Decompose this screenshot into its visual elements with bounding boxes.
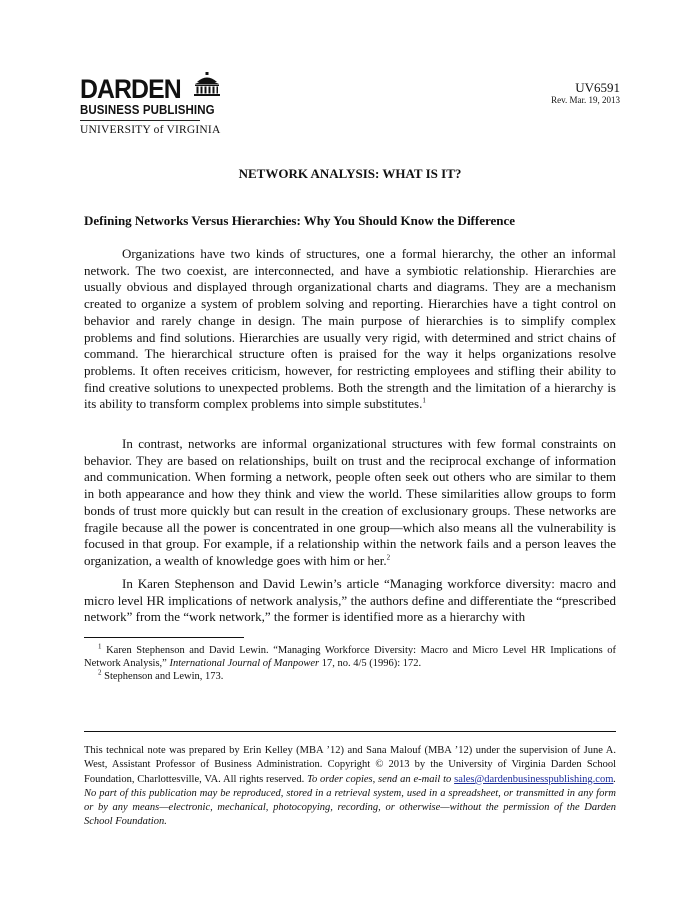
email-link[interactable]: sales@dardenbusinesspublishing.com — [454, 773, 614, 785]
darden-logo — [80, 72, 240, 136]
footer-rights-text: . No part of this publication may be reproduced, stored in a retrieval system, used in a spreadsheet, or transmitted in any form or by any means—electronic, mechanical, photocopying, recording, or otherwise—without the permission of the Darden School Foundation. — [84, 773, 617, 828]
paragraph-2 — [84, 436, 616, 570]
footnote-1 — [84, 644, 616, 670]
section-heading: Defining Networks Versus Hierarchies: Why You Should Know the Difference — [84, 213, 516, 228]
paragraph-2-text: In contrast, networks are informal organizational structures with few formal constraints on behavior. They are based on relationships, built on trust and the reciprocal exchange of information and communication. When forming a network, people often seek out others who are similar to them in both appearance and how they think and view the world. These similarities allow groups to form bonds of trust more quickly but can result in the creation of exclusionary groups. These networks are fragile because all the power is concentrated in one group—which also means all the vulnerability is focused in that group. For example, if a relationship within the network fails and a person leaves the organization, a wealth of knowledge goes with him or her. — [84, 436, 616, 568]
document-id: UV6591 — [575, 80, 620, 95]
logo-business-publishing: BUSINESS PUBLISHING — [80, 103, 215, 117]
logo-university: UNIVERSITY of VIRGINIA — [80, 124, 221, 136]
paragraph-1-text: Organizations have two kinds of structures, one a formal hierarchy, the other an informal network. The two coexist, are interconnected, and have a symbiotic relationship. Hierarchies are usually obvious and displayed through organizational charts and diagrams. They are a mechanism created to organize a system of problem solving and reporting. Hierarchies have a tight control on behavior and rarely change in design. The main purpose of hierarchies is to simplify complex problems and find solutions. Hierarchies are usually very rigid, with determined and strict chains of command. The hierarchical structure often is praised for the way it helps organizations resolve problems. It often receives criticism, however, for restricting employees and stifling their ability to find creative solutions to unexpected problems. Both the strength and the limitation of a hierarchy is its ability to transform complex problems into simple substitutes. — [84, 246, 616, 412]
revision-date: Rev. Mar. 19, 2013 — [551, 95, 620, 105]
paragraph-3: In Karen Stephenson and David Lewin’s article “Managing workforce diversity: macro and micro level HR implications of network analysis,” the authors define and differentiate the “prescribed network” from the “work network,” the former is identified more as a hierarchy with — [84, 576, 616, 625]
footnote-2-text: Stephenson and Lewin, 173. — [101, 671, 224, 682]
footer-divider — [84, 731, 616, 732]
footnote-1-number: 1 — [98, 642, 102, 651]
logo-darden-text: DARDEN — [80, 74, 181, 104]
footnote-divider — [84, 637, 244, 638]
paragraph-1 — [84, 246, 616, 413]
footnote-ref-1[interactable]: 1 — [422, 397, 426, 405]
footer-note — [84, 744, 616, 830]
footnote-ref-2[interactable]: 2 — [386, 553, 391, 562]
footnote-1-text: Karen Stephenson and David Lewin. “Managing Workforce Diversity: Macro and Micro Level HR Implications of Network Analysis,” — [84, 645, 616, 669]
footnote-1-journal: International Journal of Manpower — [169, 658, 320, 669]
logo-divider — [80, 120, 200, 121]
rotunda-icon — [194, 72, 220, 101]
footer-text: This technical note was prepared by Erin Kelley (MBA ’12) and Sana Malouf (MBA ’12) under the supervision of June A. West, Assistant Professor of Business Administration. Copyright © 2013 by the University of Virginia Darden School Foundation, Charlottesville, VA. All rights reserved. — [84, 745, 616, 785]
footer-order-text: To order copies, send an e-mail to — [307, 773, 452, 785]
footnote-1-tail: 17, no. 4/5 (1996): 172. — [319, 658, 422, 669]
document-code-block — [551, 80, 620, 106]
footnote-2 — [84, 670, 616, 683]
footnote-2-number: 2 — [98, 668, 102, 677]
document-title: NETWORK ANALYSIS: WHAT IS IT? — [238, 166, 462, 181]
footnotes — [84, 644, 616, 683]
